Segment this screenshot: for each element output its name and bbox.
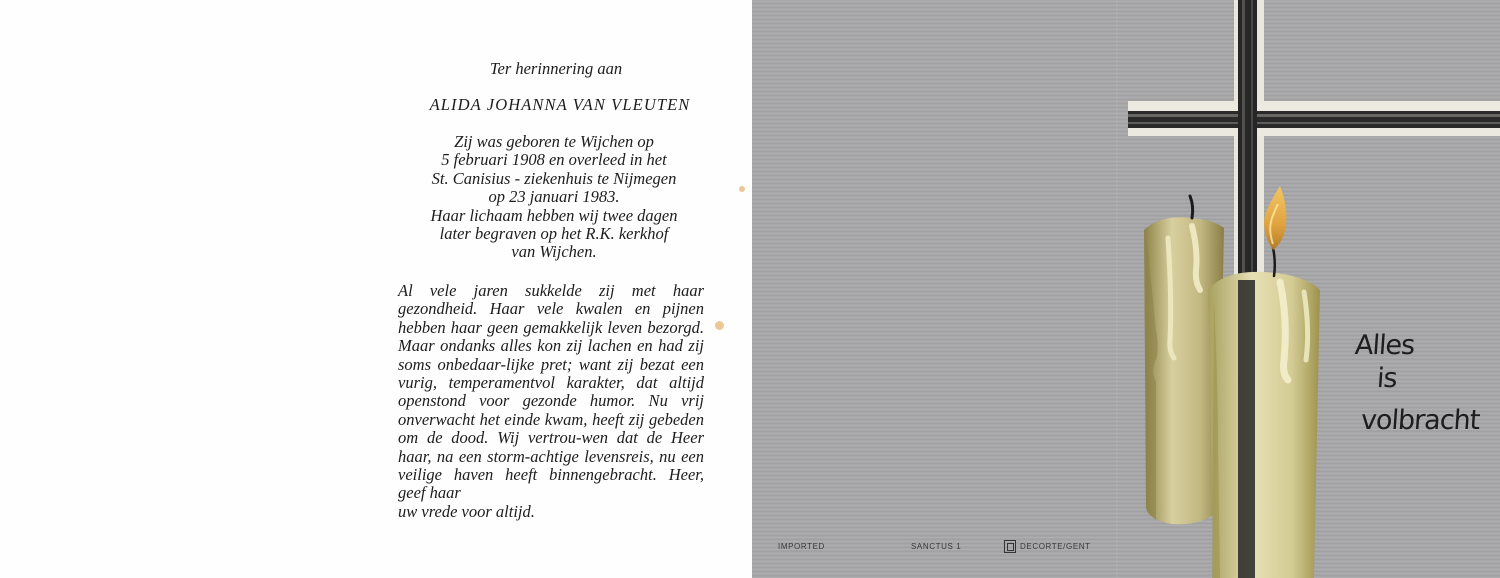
bio-line: later begraven op het R.K. kerkhof (439, 224, 669, 244)
memorial-paragraph (398, 282, 704, 521)
bio-line: 5 februari 1908 en overleed in het (441, 150, 667, 170)
imprint-series: SANCTUS 1 (911, 542, 962, 551)
cover-painting (752, 0, 1500, 578)
motto-line-2: is (1375, 363, 1398, 394)
bio-line: Zij was geboren te Wijchen op (454, 132, 654, 151)
bio-line: van Wijchen. (511, 242, 597, 262)
intro-heading: Ter herinnering aan (489, 59, 623, 78)
motto-line-1: Alles (1353, 330, 1416, 361)
paper-stain (739, 186, 745, 192)
bio-line: St. Canisius - ziekenhuis te Nijmegen (431, 168, 677, 188)
paper-stain (715, 321, 724, 330)
biography-block (405, 133, 703, 262)
memorial-closing-line: uw vrede voor altijd. (398, 501, 535, 521)
bio-line: op 23 januari 1983. (488, 187, 620, 207)
deceased-name: ALIDA JOHANNA VAN VLEUTEN (429, 95, 691, 114)
bio-line: Haar lichaam hebben wij twee dagen (430, 205, 678, 225)
imprint-imported: IMPORTED (778, 542, 825, 551)
motto-line-3: volbracht (1359, 405, 1481, 436)
memorial-body: Al vele jaren sukkelde zij met haar gezondheid. Haar vele kwalen en pijnen hebben haar geen gemakkelijk leven bezorgd. Maar ondanks alles kon zij lachen en had zij soms onbedaar-lijke pret; want zij bezat een vurig, temperamentvol karakter, dat altijd openstond voor gezonde humor. Nu vrij onverwacht het einde kwam, heeft zij gebeden om de dood. Wij vertrou-wen dat de Heer haar, na een storm-achtige levensreis, nu een veilige haven heeft binnengebracht. Heer, geef haar (398, 281, 704, 503)
imprint-publisher: DECORTE/GENT (1020, 542, 1091, 551)
publisher-logo-icon (1004, 540, 1016, 553)
cover-page (752, 0, 1500, 578)
